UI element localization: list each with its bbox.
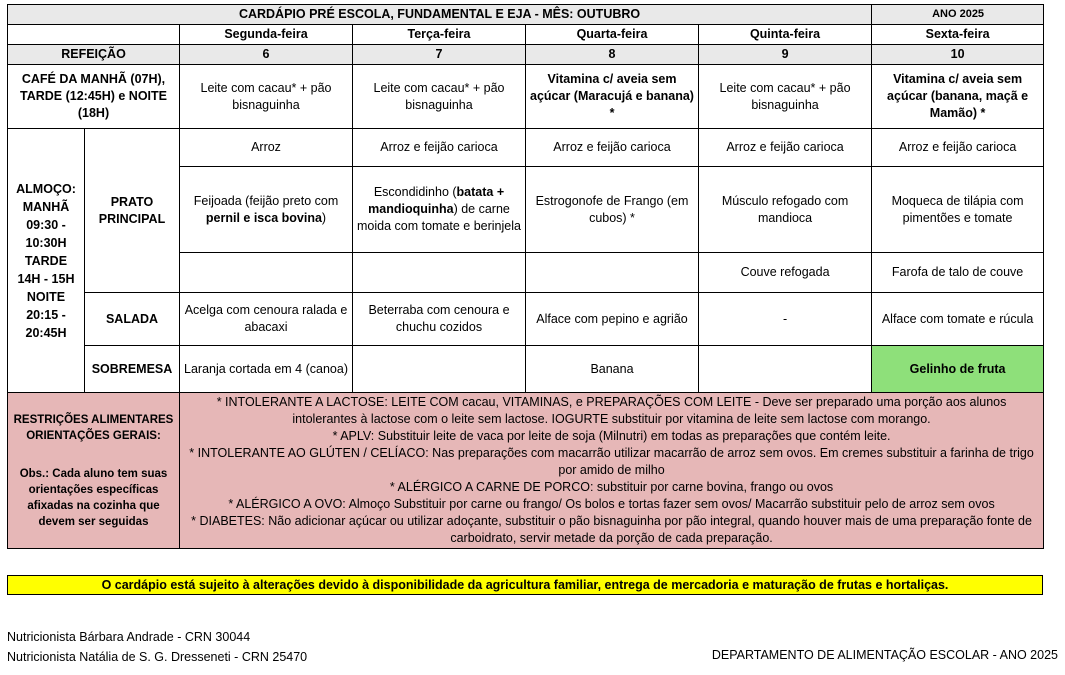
main-dish-label (85, 129, 180, 293)
side-monday (180, 253, 353, 293)
main-wednesday: Estrogonofe de Frango (em cubos) * (526, 167, 699, 253)
restrictions-title: RESTRIÇÕES ALIMENTARES ORIENTAÇÕES GERAIS: (13, 413, 174, 442)
meal-label: REFEIÇÃO (8, 45, 180, 65)
menu-table (7, 4, 1044, 549)
salad-tuesday: Beterraba com cenoura e chuchu cozidos (353, 293, 526, 346)
dessert-tuesday (353, 346, 526, 393)
lunch-line-9: 20:45H (25, 325, 67, 340)
availability-notice: O cardápio está sujeito à alterações devido à disponibilidade da agricultura familiar, entrega de mercadoria e maturação de frutas e hortaliças. (7, 575, 1043, 595)
date-wednesday: 8 (526, 45, 699, 65)
date-thursday: 9 (699, 45, 872, 65)
main-monday-a: Feijoada (feijão preto com (193, 193, 339, 208)
restriction-aplv: * APLV: Substituir leite de vaca por leite de soja (Milnutri) em todas as preparações que contém leite. (332, 429, 891, 443)
side-friday: Farofa de talo de couve (872, 253, 1044, 293)
menu-year: ANO 2025 (872, 5, 1044, 25)
dessert-monday: Laranja cortada em 4 (canoa) (180, 346, 353, 393)
blank-day-header (8, 25, 180, 45)
rice-thursday: Arroz e feijão carioca (699, 129, 872, 167)
lunch-line-8: 20:15 - (26, 307, 66, 322)
dessert-wednesday: Banana (526, 346, 699, 393)
side-wednesday (526, 253, 699, 293)
lunch-line-4: 10:30H (25, 235, 67, 250)
main-dish-line-2: PRINCIPAL (98, 211, 166, 226)
rice-tuesday: Arroz e feijão carioca (353, 129, 526, 167)
dessert-thursday (699, 346, 872, 393)
day-header-thursday: Quinta-feira (699, 25, 872, 45)
day-header-friday: Sexta-feira (872, 25, 1044, 45)
restriction-lactose: * INTOLERANTE A LACTOSE: LEITE COM cacau, VITAMINAS, e PREPARAÇÕES COM LEITE - Deve ser preparado uma porção aos alunos intolerantes à lactose com o leite sem lactose. IOGURTE substituir por vitamina de leite sem lactose com morango. (216, 395, 1007, 426)
rice-wednesday: Arroz e feijão carioca (526, 129, 699, 167)
nutritionist-2: Nutricionista Natália de S. G. Dresseneti - CRN 25470 (7, 650, 308, 664)
dessert-friday: Gelinho de fruta (872, 346, 1044, 393)
main-tuesday-b: batata + mandioquinha (368, 185, 505, 216)
restriction-gluten: * INTOLERANTE AO GLÚTEN / CELÍACO: Nas preparações com macarrão utilizar macarrão de arroz sem ovos. Em cremes substituir a farinha de trigo por amido de milho (189, 446, 1034, 477)
restriction-pork: * ALÉRGICO A CARNE DE PORCO: substituir por carne bovina, frango ou ovos (389, 480, 834, 494)
date-tuesday: 7 (353, 45, 526, 65)
salad-friday: Alface com tomate e rúcula (872, 293, 1044, 346)
date-monday: 6 (180, 45, 353, 65)
breakfast-label: CAFÉ DA MANHÃ (07H), TARDE (12:45H) e NOITE (18H) (8, 65, 180, 129)
lunch-line-3: 09:30 - (26, 217, 66, 232)
lunch-line-6: 14H - 15H (17, 271, 75, 286)
nutritionist-1: Nutricionista Bárbara Andrade - CRN 30044 (7, 630, 251, 644)
lunch-line-7: NOITE (26, 289, 66, 304)
restriction-egg: * ALÉRGICO A OVO: Almoço Substituir por carne ou frango/ Os bolos e tortas fazer sem ovos/ Macarrão substituir pelo de arroz sem ovos (228, 497, 995, 511)
restrictions-text (180, 393, 1044, 549)
salad-thursday: - (699, 293, 872, 346)
main-monday (180, 167, 353, 253)
main-tuesday-a: Escondidinho ( (373, 185, 457, 199)
lunch-line-2: MANHÃ (22, 199, 70, 214)
main-monday-b: pernil e isca bovina (205, 210, 322, 225)
lunch-label (8, 129, 85, 393)
breakfast-monday: Leite com cacau* + pão bisnaguinha (180, 65, 353, 129)
day-header-monday: Segunda-feira (180, 25, 353, 45)
salad-monday: Acelga com cenoura ralada e abacaxi (180, 293, 353, 346)
restriction-diabetes: * DIABETES: Não adicionar açúcar ou utilizar adoçante, substituir o pão bisnaguinha por pão integral, quando houver mais de uma preparação fonte de carboidrato, servir metade da porção de cada preparação. (191, 514, 1032, 545)
lunch-line-5: TARDE (24, 253, 68, 268)
rice-friday: Arroz e feijão carioca (872, 129, 1044, 167)
main-tuesday (353, 167, 526, 253)
main-tuesday-c: ) de carne moida com tomate e berinjela (357, 202, 521, 233)
breakfast-wednesday: Vitamina c/ aveia sem açúcar (Maracujá e banana) * (526, 65, 699, 129)
day-header-wednesday: Quarta-feira (526, 25, 699, 45)
rice-monday: Arroz (180, 129, 353, 167)
menu-title: CARDÁPIO PRÉ ESCOLA, FUNDAMENTAL E EJA - MÊS: OUTUBRO (8, 5, 872, 25)
date-friday: 10 (872, 45, 1044, 65)
breakfast-thursday: Leite com cacau* + pão bisnaguinha (699, 65, 872, 129)
main-monday-c: ) (321, 210, 327, 225)
restrictions-label (8, 393, 180, 549)
main-dish-line-1: PRATO (110, 194, 154, 209)
breakfast-tuesday: Leite com cacau* + pão bisnaguinha (353, 65, 526, 129)
restrictions-obs: Obs.: Cada aluno tem suas orientações específicas afixadas na cozinha que devem ser seguidas (19, 467, 168, 528)
department-label: DEPARTAMENTO DE ALIMENTAÇÃO ESCOLAR - ANO 2025 (711, 648, 1058, 662)
salad-wednesday: Alface com pepino e agrião (526, 293, 699, 346)
salad-label: SALADA (85, 293, 180, 346)
day-header-tuesday: Terça-feira (353, 25, 526, 45)
side-tuesday (353, 253, 526, 293)
main-friday: Moqueca de tilápia com pimentões e tomate (872, 167, 1044, 253)
lunch-line-1: ALMOÇO: (16, 181, 76, 196)
main-thursday: Músculo refogado com mandioca (699, 167, 872, 253)
dessert-label: SOBREMESA (85, 346, 180, 393)
side-thursday: Couve refogada (699, 253, 872, 293)
breakfast-friday: Vitamina c/ aveia sem açúcar (banana, maçã e Mamão) * (872, 65, 1044, 129)
